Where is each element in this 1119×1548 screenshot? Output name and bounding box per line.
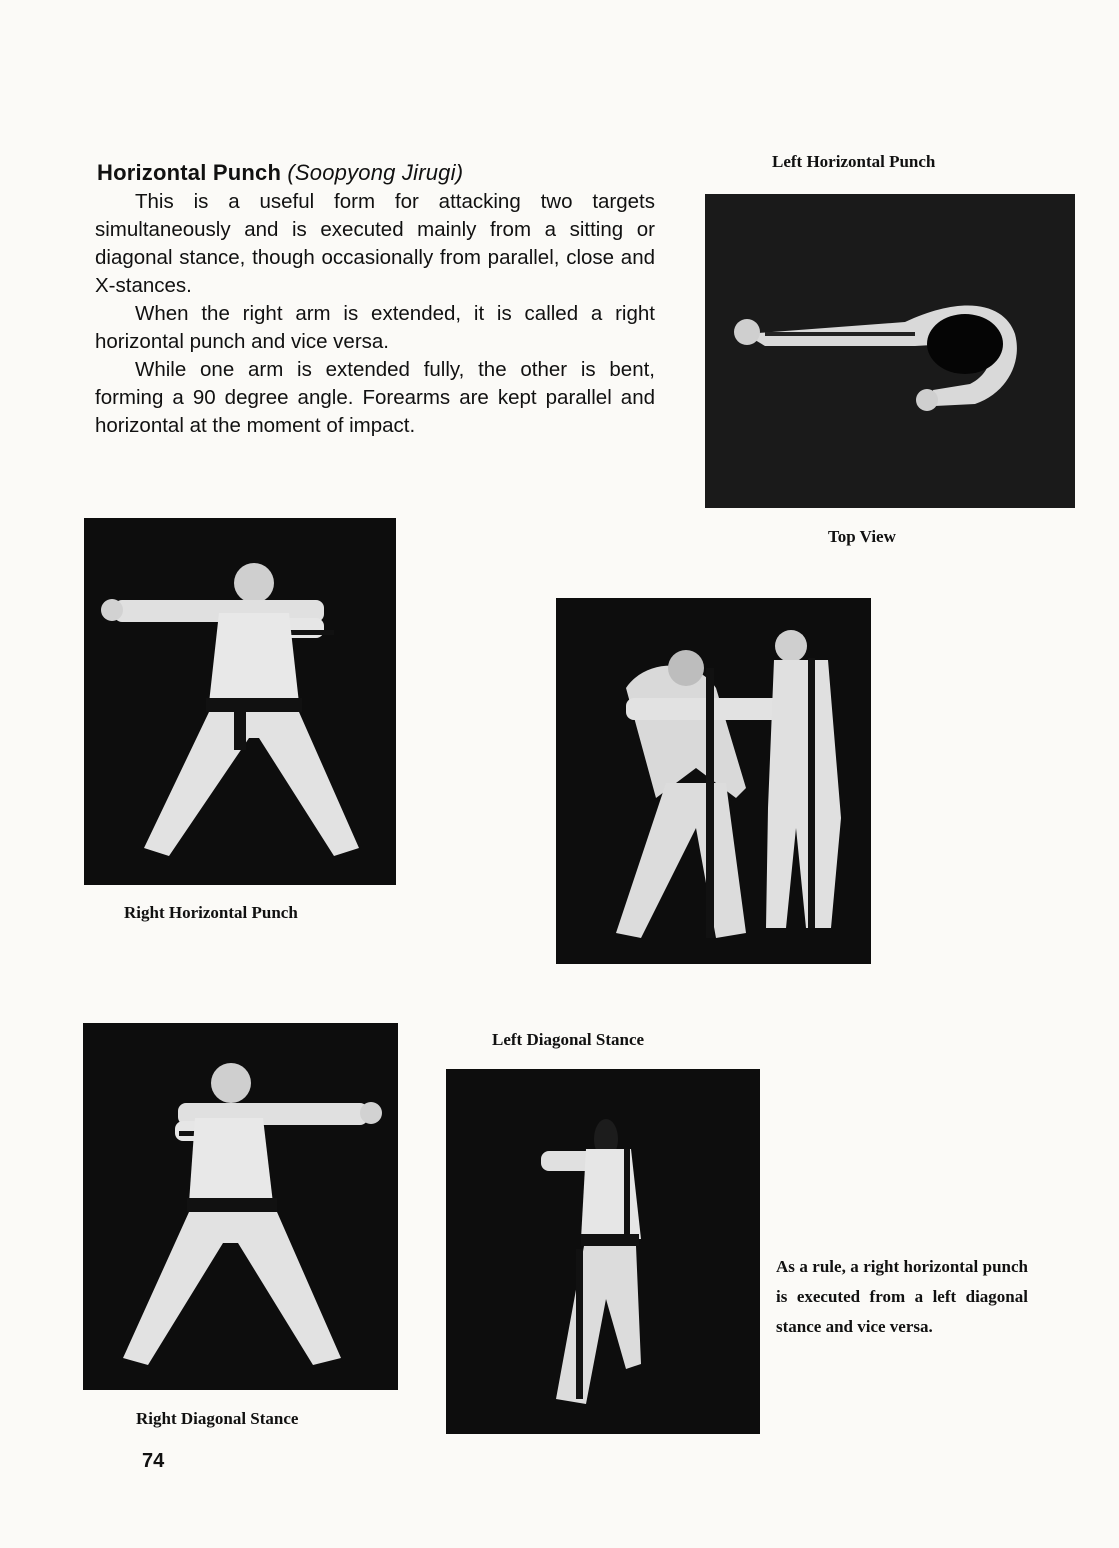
top-view-figure — [705, 194, 1075, 508]
section-title — [97, 160, 463, 186]
caption-left-horizontal-punch: Left Horizontal Punch — [772, 152, 936, 171]
left-diagonal-stance-figure — [446, 1069, 760, 1434]
side-note: As a rule, a right horizontal punch is executed from a left diagonal stance and vice versa. — [776, 1257, 1028, 1336]
paragraph-3: While one arm is extended fully, the other is bent, forming a 90 degree angle. Forearms are kept parallel and horizontal at the moment of impact. — [95, 358, 655, 437]
application-figures — [556, 598, 871, 964]
page-number: 74 — [142, 1450, 165, 1472]
photo-right-diagonal-stance — [83, 1023, 398, 1390]
right-diagonal-stance-figure — [83, 1023, 398, 1390]
paragraph-2: When the right arm is extended, it is called a right horizontal punch and vice versa. — [95, 302, 655, 353]
photo-right-horizontal-punch — [84, 518, 396, 885]
section-title-main: Horizontal Punch — [97, 160, 282, 185]
paragraph-1: This is a useful form for attacking two targets simultaneously and is executed mainly from a sitting or diagonal stance, though occasionally from parallel, close and X-stances. — [95, 190, 655, 297]
photo-left-diagonal-stance — [446, 1069, 760, 1434]
caption-right-horizontal-punch: Right Horizontal Punch — [124, 903, 298, 922]
right-horizontal-punch-figure — [84, 518, 396, 885]
section-subtitle: (Soopyong Jirugi) — [287, 160, 464, 185]
photo-top-view — [705, 194, 1075, 508]
photo-application — [556, 598, 871, 964]
caption-right-diagonal-stance: Right Diagonal Stance — [136, 1409, 299, 1428]
caption-top-view: Top View — [828, 527, 896, 546]
body-text — [95, 188, 655, 440]
caption-left-diagonal-stance: Left Diagonal Stance — [492, 1030, 645, 1049]
